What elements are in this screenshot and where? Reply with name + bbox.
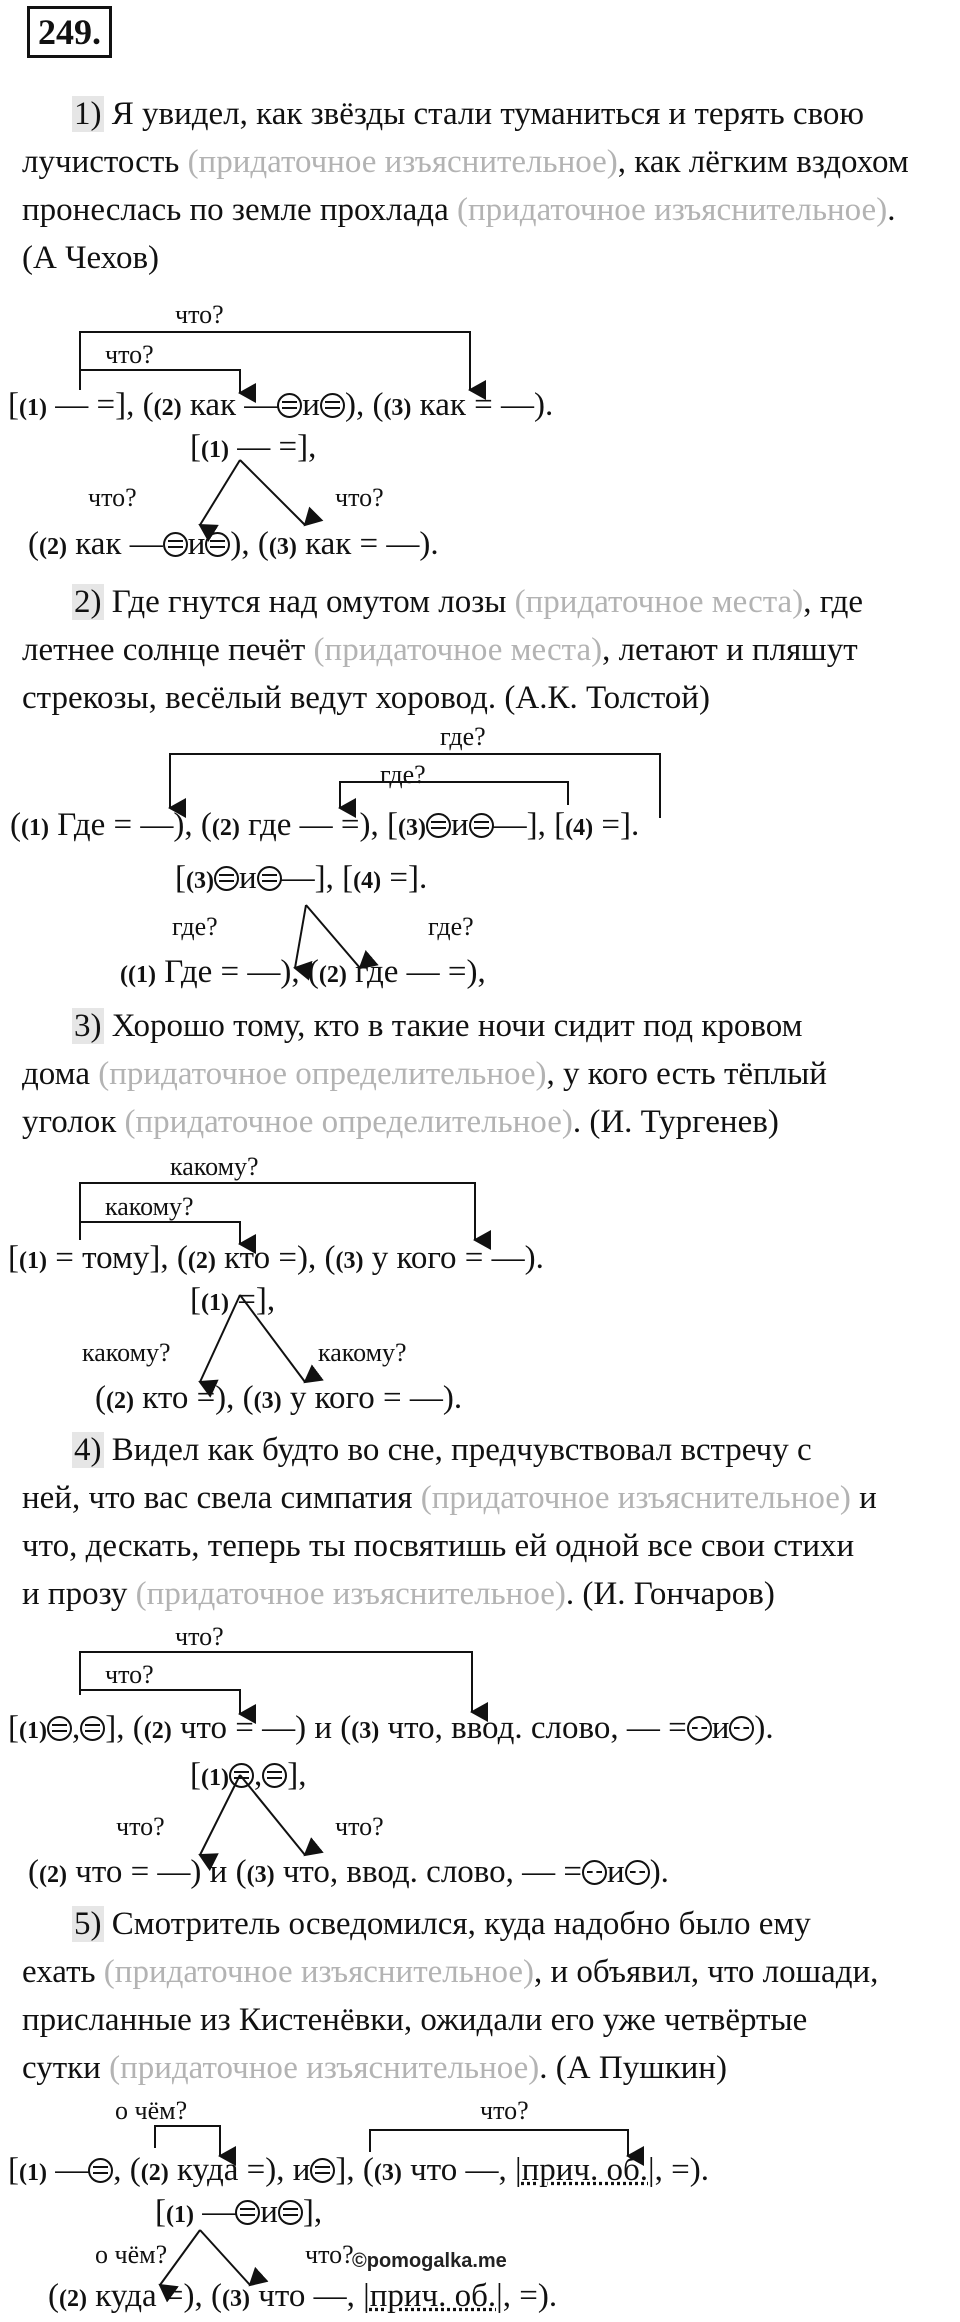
predicate-circle-icon — [47, 1716, 72, 1741]
predicate-circle-icon — [278, 2200, 303, 2225]
predicate-circle-icon — [229, 1763, 254, 1788]
question-label: что? — [305, 2240, 354, 2269]
question-label: какому? — [318, 1338, 407, 1367]
question-label: о чём? — [115, 2096, 188, 2125]
scheme-3-clauses: ((2) кто =), ((3) у кого = —). — [95, 1380, 463, 1416]
question-label: где? — [172, 912, 218, 941]
item-number: 1) — [74, 96, 102, 132]
question-label: что? — [105, 1660, 154, 1689]
question-label: что? — [480, 2096, 529, 2125]
question-label: что? — [88, 483, 137, 512]
predicate-circle-icon — [214, 866, 239, 891]
question-label: какому? — [170, 1152, 259, 1181]
scheme-1-clauses: ((2) как — и ), ((3) как = —). — [28, 526, 439, 562]
predicate-circle-icon — [163, 532, 188, 557]
predicate-circle-icon — [426, 813, 451, 838]
clause-note: (придаточное определительное) — [98, 1056, 547, 1092]
question-label: какому? — [105, 1192, 194, 1221]
predicate-circle-icon — [88, 2158, 113, 2183]
question-label: что? — [335, 483, 384, 512]
predicate-circle-icon — [257, 866, 282, 891]
question-label: что? — [175, 300, 224, 329]
exercise-number: 249. — [27, 6, 112, 58]
scheme-4-main: [(1) , ], — [190, 1757, 307, 1793]
predicate-circle-icon — [310, 2158, 335, 2183]
clause-note: (придаточное места) — [514, 584, 804, 620]
subject-circle-icon — [625, 1860, 650, 1885]
item-number: 5) — [74, 1906, 102, 1942]
clause-note: (придаточное изъяснительное) — [103, 1954, 535, 1990]
question-label: что? — [175, 1622, 224, 1651]
scheme-4-linear: [(1) , ], ((2) что = —) и ((3) что, ввод. слово, — = и ). — [8, 1710, 774, 1746]
scheme-5-linear: [(1) — , ((2) куда =), и ], ((3) что —, |прич. об.|, =). — [8, 2152, 710, 2188]
clause-note: (придаточное изъяснительное) — [456, 192, 888, 228]
scheme-5-main: [(1) — и ], — [155, 2194, 323, 2230]
question-label: какому? — [82, 1338, 171, 1367]
predicate-circle-icon — [469, 813, 494, 838]
scheme-2-main: [(3) и —], [(4) =]. — [175, 860, 428, 896]
scheme-3-main: [(1) =], — [190, 1282, 276, 1318]
scheme-1-main: [(1) — =], — [190, 429, 317, 465]
question-label: о чём? — [95, 2240, 168, 2269]
question-label: где? — [380, 760, 426, 789]
scheme-2-clauses: ((1) Где = —), ((2) где — =), — [120, 954, 486, 990]
scheme-5-clauses: ((2) куда =), ((3) что —, |прич. об.|, =). — [48, 2278, 558, 2314]
scheme-4-clauses: ((2) что = —) и ((3) что, ввод. слово, — = и ). — [28, 1854, 669, 1890]
clause-note: (придаточное изъяснительное) — [135, 1576, 566, 1612]
subject-circle-icon — [729, 1716, 754, 1741]
subject-circle-icon — [582, 1860, 607, 1885]
item-number: 2) — [74, 584, 102, 620]
scheme-1-linear: [(1) — =], ((2) как — и ), ((3) как = —). — [8, 387, 554, 423]
watermark: ©pomogalka.me — [352, 2250, 507, 2272]
predicate-circle-icon — [80, 1716, 105, 1741]
predicate-circle-icon — [277, 393, 302, 418]
item-number: 3) — [74, 1008, 102, 1044]
question-label: где? — [428, 912, 474, 941]
clause-note: (придаточное изъяснительное) — [109, 2050, 540, 2086]
question-label: где? — [440, 722, 486, 751]
scheme-2-linear: ((1) Где = —), ((2) где — =), [(3) и —], [(4) =]. — [10, 807, 640, 843]
clause-note: (придаточное места) — [313, 632, 603, 668]
question-label: что? — [335, 1812, 384, 1841]
question-label: что? — [105, 340, 154, 369]
predicate-circle-icon — [262, 1763, 287, 1788]
clause-note: (придаточное изъяснительное) — [420, 1480, 851, 1516]
clause-note: (придаточное изъяснительное) — [187, 144, 618, 180]
question-label: что? — [116, 1812, 165, 1841]
subject-circle-icon — [687, 1716, 712, 1741]
predicate-circle-icon — [205, 532, 230, 557]
scheme-3-linear: [(1) = тому], ((2) кто =), ((3) у кого = —). — [8, 1240, 544, 1276]
predicate-circle-icon — [235, 2200, 260, 2225]
predicate-circle-icon — [320, 393, 345, 418]
item-number: 4) — [74, 1432, 102, 1468]
clause-note: (придаточное определительное) — [124, 1104, 573, 1140]
